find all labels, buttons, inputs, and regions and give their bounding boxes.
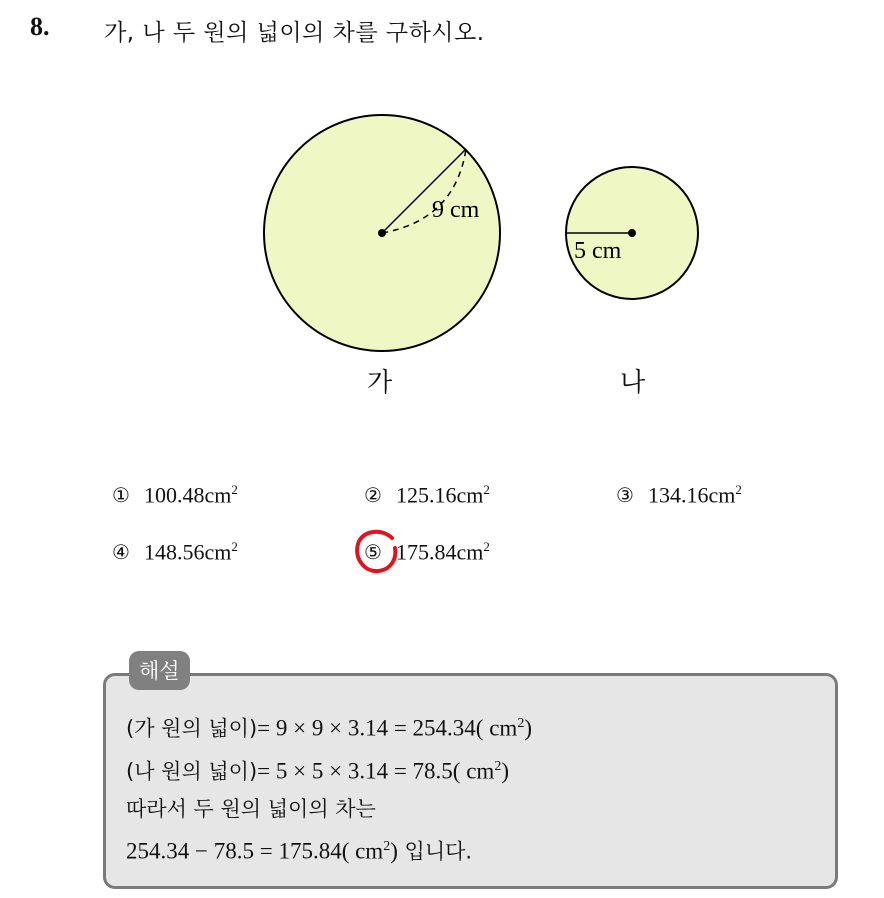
choice-2-sup: 2	[483, 482, 490, 497]
solution-line-4-kr: 입니다.	[397, 839, 473, 864]
question-text: 가, 나 두 원의 넓이의 차를 구하시오.	[104, 20, 485, 46]
circle-a-center	[378, 229, 386, 237]
choice-3[interactable]	[616, 482, 742, 508]
solution-line-2-kr: (나 원의 넓이)	[126, 759, 258, 784]
solution-line-4-sup: 2	[383, 839, 391, 855]
choice-1[interactable]	[112, 482, 238, 508]
solution-line-2	[126, 748, 532, 791]
solution-line-1	[126, 705, 532, 748]
choice-2-mark: ②	[364, 483, 382, 508]
solution-line-4-math: 254.34 − 78.5 = 175.84( cm	[126, 838, 384, 864]
solution-line-1-sup: 2	[517, 716, 525, 731]
choice-1-value: 100.48cm	[143, 482, 232, 508]
choice-1-mark: ①	[112, 483, 130, 508]
choice-1-sup: 2	[231, 482, 238, 497]
circle-b-label: 나	[620, 368, 646, 398]
choice-4-sup: 2	[231, 539, 238, 554]
solution-line-2-end: )	[501, 758, 509, 784]
circle-a-label: 가	[367, 368, 393, 398]
choice-5-sup: 2	[483, 539, 490, 554]
answer-circle-mark	[352, 528, 402, 576]
choice-4-mark: ④	[112, 540, 130, 565]
solution-line-1-end: )	[524, 715, 532, 741]
circles-figure	[0, 0, 884, 420]
choice-3-value: 134.16cm	[647, 482, 736, 508]
solution-line-2-sup: 2	[494, 758, 502, 774]
solution-line-1-kr: (가 원의 넓이)	[126, 716, 258, 741]
choice-4[interactable]	[112, 539, 238, 565]
solution-lines	[126, 705, 532, 871]
choice-3-mark: ③	[616, 483, 634, 508]
solution-line-2-math: = 5 × 5 × 3.14 = 78.5( cm	[257, 758, 495, 784]
solution-line-3	[126, 790, 532, 828]
circle-a-radius-label: 9 cm	[432, 197, 480, 223]
solution-line-3-kr: 따라서 두 원의 넓이의 차는	[126, 797, 376, 822]
choice-5-value: 175.84cm	[395, 539, 484, 565]
choice-3-sup: 2	[735, 482, 742, 497]
solution-line-4-end: )	[390, 838, 398, 864]
choice-2[interactable]	[364, 482, 490, 508]
solution-line-4	[126, 828, 532, 871]
question-number: 8.	[30, 12, 50, 41]
choice-5-mark: ⑤	[364, 540, 382, 565]
solution-line-1-math: = 9 × 9 × 3.14 = 254.34( cm	[257, 715, 518, 741]
choice-2-value: 125.16cm	[395, 482, 484, 508]
circle-b-center	[628, 229, 636, 237]
circle-b-radius-label: 5 cm	[574, 238, 622, 264]
choice-4-value: 148.56cm	[143, 539, 232, 565]
solution-tag: 해설	[129, 651, 190, 690]
